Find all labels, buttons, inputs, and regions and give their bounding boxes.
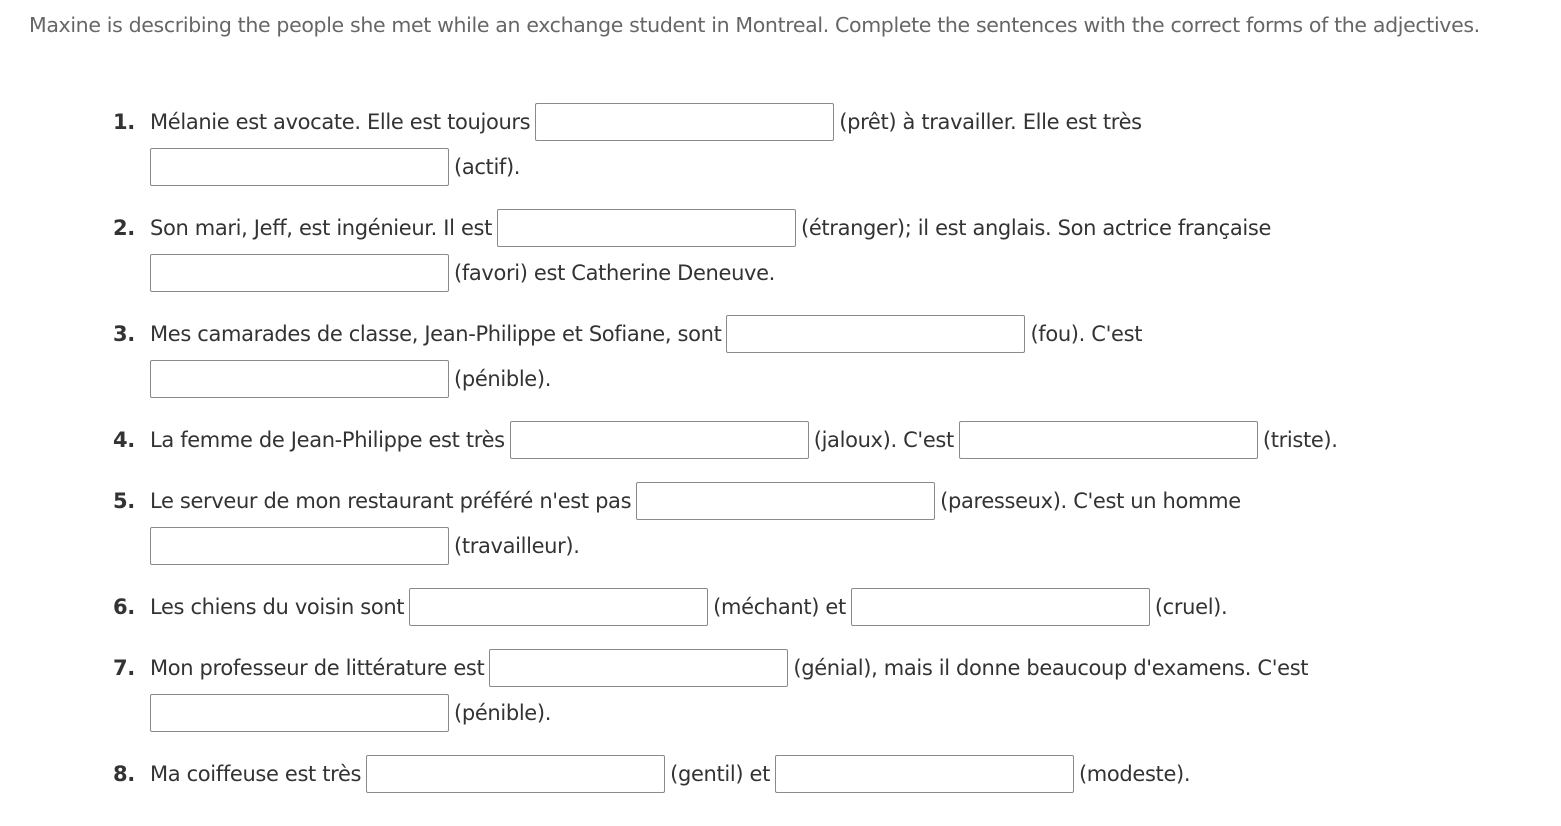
adjective-hint: (modeste).	[1078, 762, 1191, 786]
adjective-hint: (paresseux). C'est un homme	[940, 489, 1241, 513]
item-number: 8.	[113, 762, 135, 786]
answer-field-8a[interactable]	[366, 755, 665, 793]
item-number: 7.	[113, 656, 135, 680]
answer-field-5a[interactable]	[636, 482, 935, 520]
adjective-hint: (favori) est Catherine Deneuve.	[454, 261, 776, 285]
exercise-item-6	[113, 588, 1338, 626]
adjective-hint: (cruel).	[1154, 595, 1228, 619]
sentence-text: Le serveur de mon restaurant préféré n'est pas	[150, 489, 632, 513]
adjective-hint: (prêt) à travailler. Elle est très	[839, 110, 1142, 134]
exercise-item-8	[113, 755, 1338, 793]
item-line	[150, 103, 1142, 141]
item-number: 5.	[113, 489, 135, 513]
answer-field-3b[interactable]	[150, 360, 449, 398]
item-line	[150, 360, 1142, 398]
item-content	[150, 649, 1308, 732]
exercise-item-2	[113, 209, 1338, 292]
exercise-item-4	[113, 421, 1338, 459]
answer-field-1a[interactable]	[535, 103, 834, 141]
item-line	[150, 148, 1142, 186]
sentence-text: Mélanie est avocate. Elle est toujours	[150, 110, 531, 134]
answer-field-6b[interactable]	[851, 588, 1150, 626]
item-line	[150, 649, 1308, 687]
sentence-text: Mes camarades de classe, Jean-Philippe et Sofiane, sont	[150, 322, 722, 346]
item-number: 6.	[113, 595, 135, 619]
sentence-text: La femme de Jean-Philippe est très	[150, 428, 505, 452]
item-number: 1.	[113, 110, 135, 134]
item-content	[150, 755, 1190, 793]
instructions-text: Maxine is describing the people she met while an exchange student in Montreal. Complete the sentences with the correct forms of the adjectives.	[29, 13, 1480, 37]
sentence-text: Mon professeur de littérature est	[150, 656, 485, 680]
adjective-hint: (pénible).	[454, 367, 552, 391]
item-content	[150, 482, 1241, 565]
adjective-hint: (fou). C'est	[1030, 322, 1143, 346]
exercise-list	[113, 103, 1338, 793]
adjective-hint: (actif).	[454, 155, 521, 179]
item-content	[150, 421, 1338, 459]
adjective-hint: (pénible).	[454, 701, 552, 725]
sentence-text: Les chiens du voisin sont	[150, 595, 405, 619]
item-number: 2.	[113, 216, 135, 240]
item-line	[150, 755, 1190, 793]
item-line	[150, 315, 1142, 353]
item-line	[150, 209, 1271, 247]
answer-field-4a[interactable]	[510, 421, 809, 459]
answer-field-5b[interactable]	[150, 527, 449, 565]
exercise-item-1	[113, 103, 1338, 186]
item-content	[150, 315, 1142, 398]
item-content	[150, 209, 1271, 292]
adjective-hint: (méchant) et	[713, 595, 846, 619]
answer-field-2a[interactable]	[497, 209, 796, 247]
answer-field-3a[interactable]	[726, 315, 1025, 353]
item-number: 3.	[113, 322, 135, 346]
adjective-hint: (gentil) et	[670, 762, 770, 786]
adjective-hint: (étranger); il est anglais. Son actrice française	[801, 216, 1272, 240]
adjective-hint: (triste).	[1262, 428, 1338, 452]
answer-field-4b[interactable]	[959, 421, 1258, 459]
sentence-text: Ma coiffeuse est très	[150, 762, 362, 786]
exercise-item-3	[113, 315, 1338, 398]
exercise-item-7	[113, 649, 1338, 732]
answer-field-6a[interactable]	[409, 588, 708, 626]
item-line	[150, 421, 1338, 459]
item-line	[150, 694, 1308, 732]
adjective-hint: (jaloux). C'est	[813, 428, 954, 452]
answer-field-2b[interactable]	[150, 254, 449, 292]
sentence-text: Son mari, Jeff, est ingénieur. Il est	[150, 216, 492, 240]
item-content	[150, 103, 1142, 186]
item-line	[150, 588, 1227, 626]
adjective-hint: (génial), mais il donne beaucoup d'examens. C'est	[793, 656, 1309, 680]
answer-field-7a[interactable]	[489, 649, 788, 687]
exercise-item-5	[113, 482, 1338, 565]
item-line	[150, 254, 1271, 292]
answer-field-8b[interactable]	[775, 755, 1074, 793]
item-line	[150, 482, 1241, 520]
item-number: 4.	[113, 428, 135, 452]
item-content	[150, 588, 1227, 626]
answer-field-7b[interactable]	[150, 694, 449, 732]
adjective-hint: (travailleur).	[454, 534, 580, 558]
item-line	[150, 527, 1241, 565]
answer-field-1b[interactable]	[150, 148, 449, 186]
